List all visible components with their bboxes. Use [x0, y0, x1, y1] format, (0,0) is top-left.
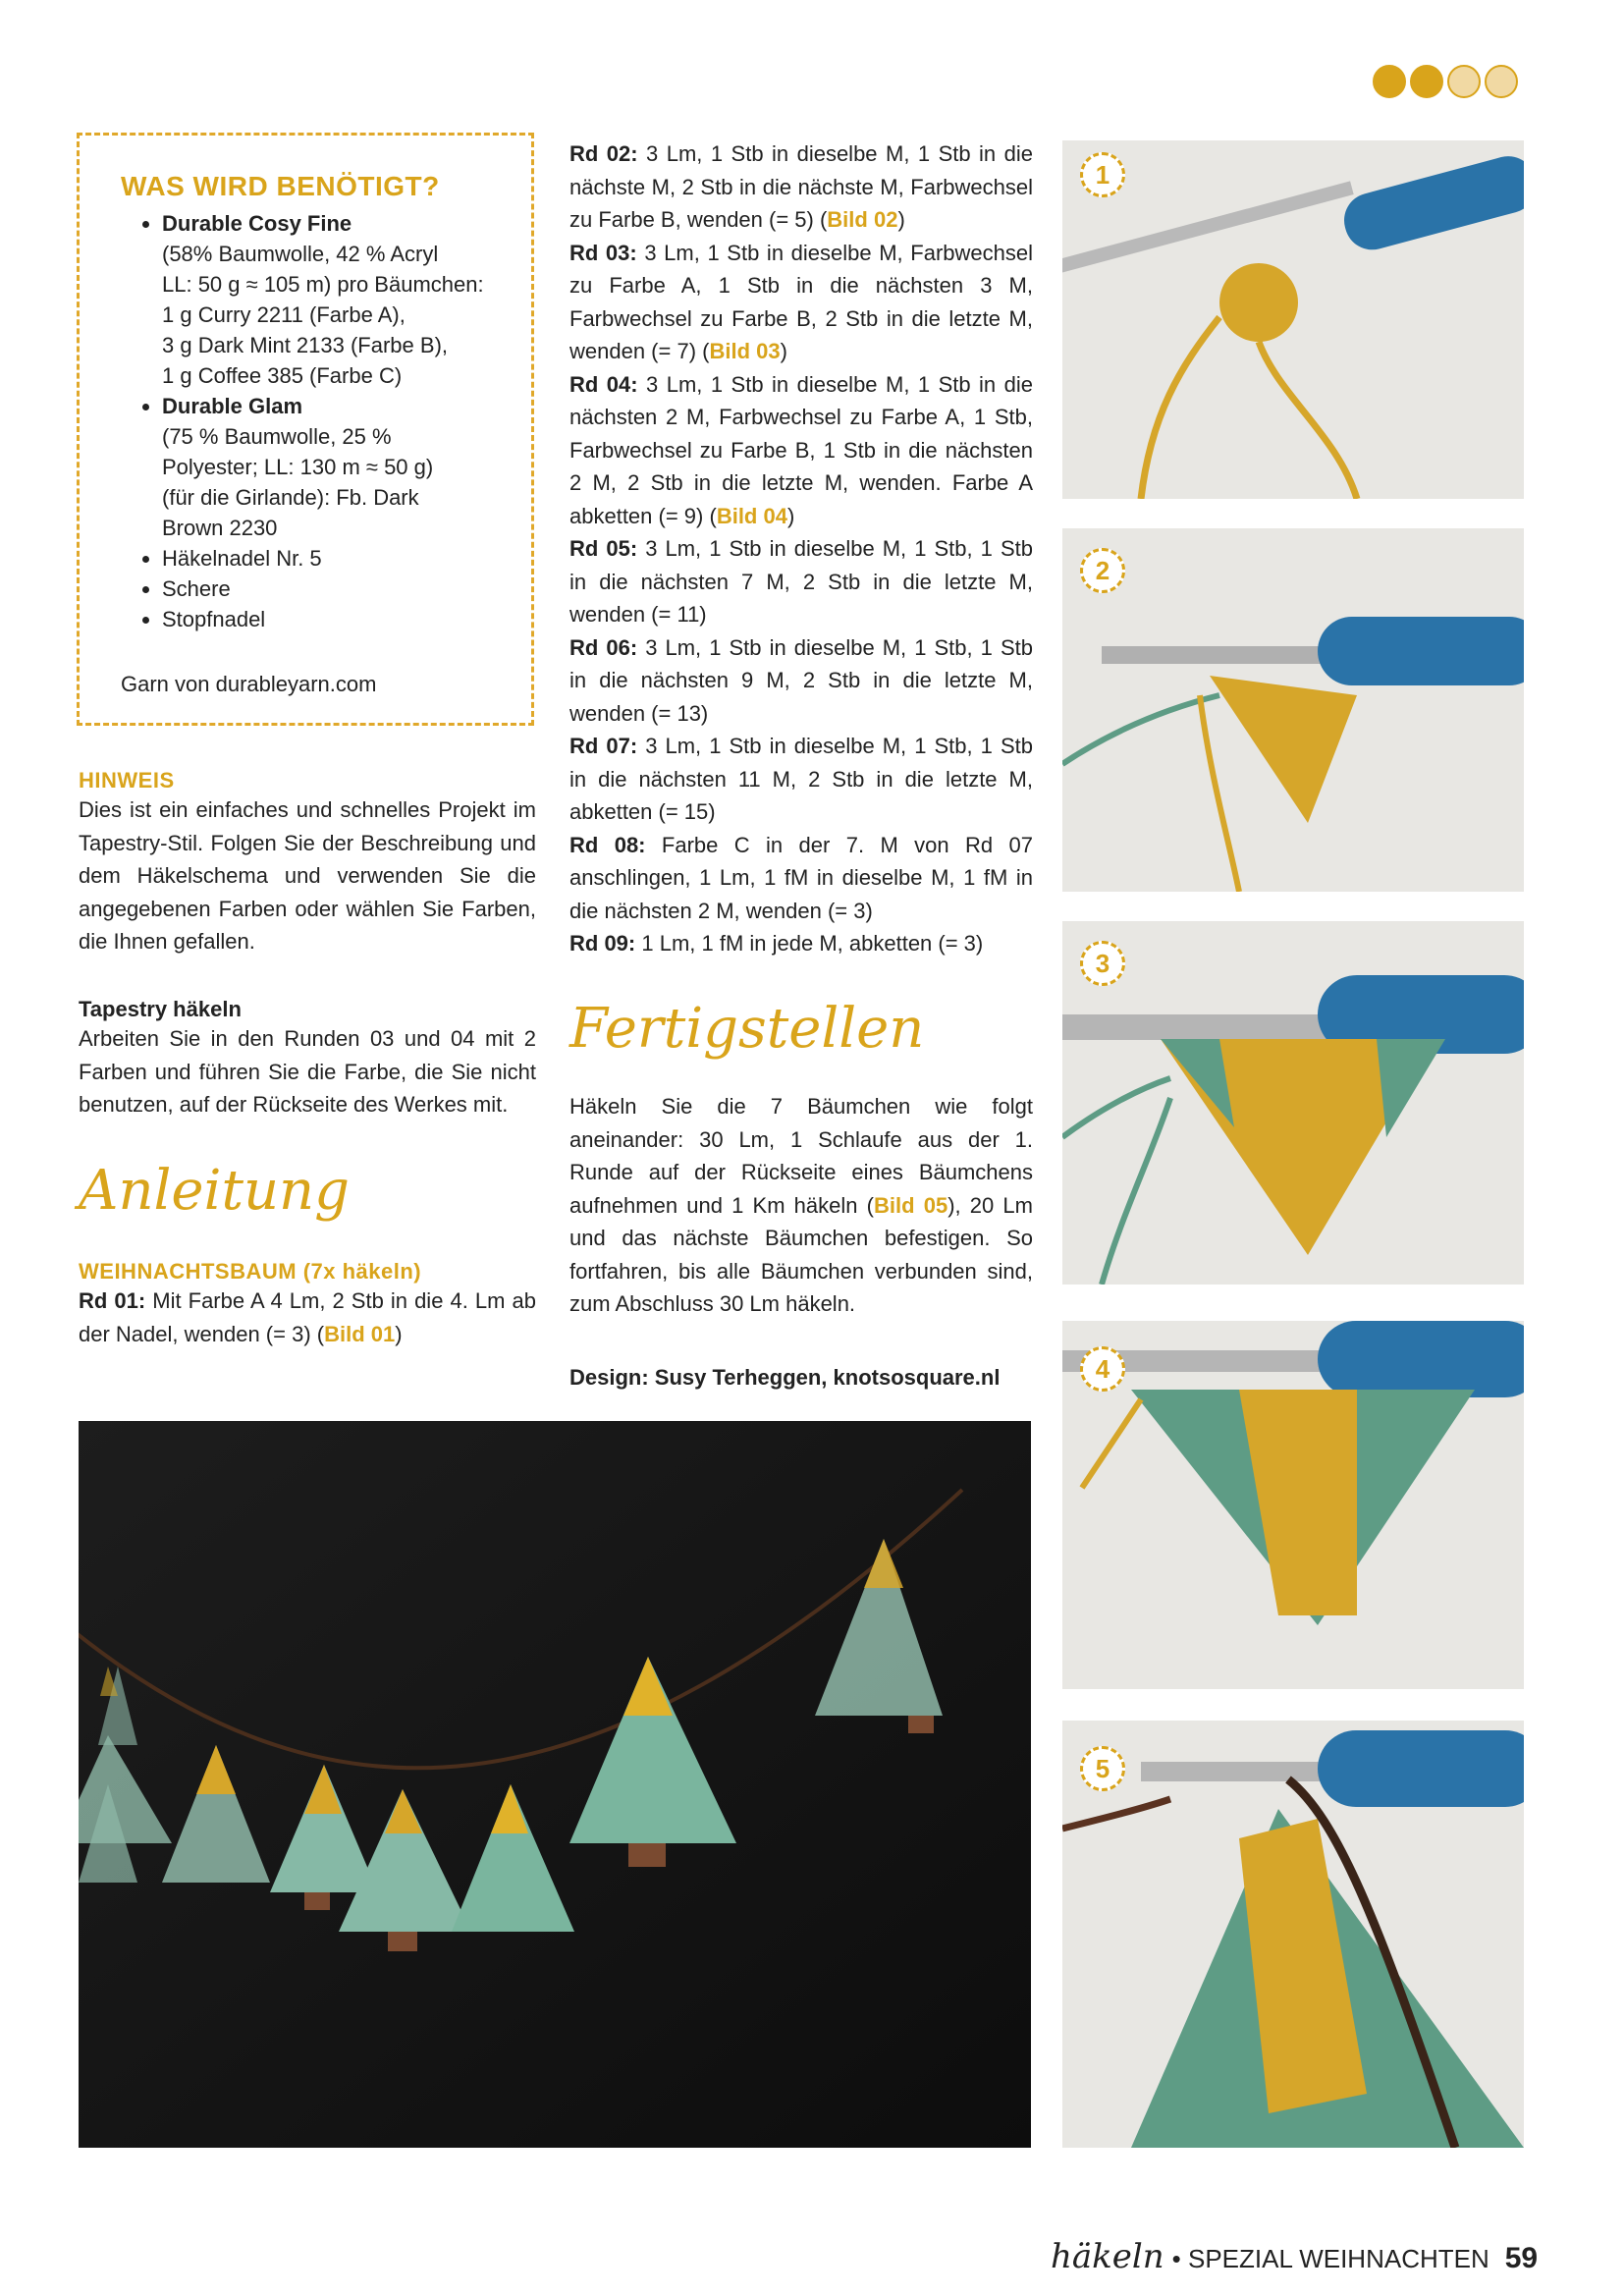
round-03: Rd 03: 3 Lm, 1 Stb in dieselbe M, Farbwechsel zu Farbe A, 1 Stb in die nächsten 3 M, Farbwechsel zu Farbe B, 2 Stb in die letzte M, wenden (= 7) (Bild 03): [569, 240, 1033, 363]
hint-section: [79, 768, 536, 958]
materials-list: [121, 208, 506, 634]
garland-photo: [79, 1421, 1031, 2148]
materials-title: WAS WIRD BENÖTIGT?: [121, 171, 440, 201]
rounds-column: [569, 137, 1033, 960]
tapestry-text: Arbeiten Sie in den Runden 03 und 04 mit 2 Farben und führen Sie die Farbe, die Sie nicht benutzen, auf der Rückseite des Werkes mit.: [79, 1026, 536, 1117]
hint-text: Dies ist ein einfaches und schnelles Projekt im Tapestry-Stil. Folgen Sie der Beschreibung und dem Häkelschema und verwenden Sie die angegebenen Farben oder wählen Sie Farben, die Ihnen gefallen.: [79, 797, 536, 954]
step-photo-4: [1062, 1321, 1524, 1689]
step-number: 1: [1080, 152, 1125, 197]
step-number: 3: [1080, 941, 1125, 986]
materials-box: [77, 133, 534, 726]
material-item: • Stopfnadel: [162, 604, 506, 634]
difficulty-ball-4: [1485, 65, 1518, 98]
footer-brand: häkeln: [1051, 2237, 1164, 2276]
material-item: • Häkelnadel Nr. 5: [162, 543, 506, 574]
step-photo-5: [1062, 1721, 1524, 2148]
page-number: 59: [1504, 2242, 1539, 2274]
difficulty-ball-1: [1373, 65, 1406, 98]
difficulty-indicator: [1373, 65, 1518, 98]
step-number: 2: [1080, 548, 1125, 593]
round-09: Rd 09: 1 Lm, 1 fM in jede M, abketten (= 3): [569, 931, 984, 956]
step-number: 4: [1080, 1346, 1125, 1392]
instructions-heading: Anleitung: [79, 1159, 350, 1223]
tapestry-section: [79, 997, 536, 1121]
page-footer: [1051, 2237, 1538, 2276]
step-photo-2: [1062, 528, 1524, 892]
footer-label: • SPEZIAL WEIHNACHTEN: [1171, 2244, 1489, 2273]
tapestry-heading: Tapestry häkeln: [79, 997, 242, 1021]
finishing-text: Häkeln Sie die 7 Bäumchen wie folgt aneinander: 30 Lm, 1 Schlaufe aus der 1. Runde auf der Rückseite eines Bäumchens aufnehmen und 1 Km häkeln (Bild 05), 20 Lm und das nächste Bäumchen befestigen. So fortfahren, bis alle Bäumchen verbunden sind, zum Abschluss 30 Lm häkeln.: [569, 1094, 1033, 1316]
step-photo-1: [1062, 140, 1524, 499]
difficulty-ball-2: [1410, 65, 1443, 98]
round-05: Rd 05: 3 Lm, 1 Stb in dieselbe M, 1 Stb, 1 Stb in die nächsten 7 M, 2 Stb in die letzte M, wenden (= 11): [569, 536, 1033, 627]
round-06: Rd 06: 3 Lm, 1 Stb in dieselbe M, 1 Stb, 1 Stb in die nächsten 9 M, 2 Stb in die letzte M, wenden (= 13): [569, 634, 1033, 726]
finishing-heading: Fertigstellen: [569, 997, 925, 1061]
round-08: Rd 08: Farbe C in der 7. M von Rd 07 anschlingen, 1 Lm, 1 fM in dieselbe M, 1 fM in die nächsten 2 M, wenden (= 3): [569, 832, 1033, 923]
yarn-source: Garn von durableyarn.com: [121, 672, 377, 696]
step-number: 5: [1080, 1746, 1125, 1791]
material-item: • Schere: [162, 574, 506, 604]
difficulty-ball-3: [1447, 65, 1481, 98]
material-item: • Durable Cosy Fine (58% Baumwolle, 42 % Acryl LL: 50 g ≈ 105 m) pro Bäumchen: 1 g Curry 2211 (Farbe A), 3 g Dark Mint 2133 (Farbe B), 1 g Coffee 385 (Farbe C): [162, 208, 506, 391]
round-02: Rd 02: 3 Lm, 1 Stb in dieselbe M, 1 Stb in die nächste M, 2 Stb in die nächste M, Farbwechsel zu Farbe B, wenden (= 5) (Bild 02): [569, 141, 1033, 232]
hint-heading: HINWEIS: [79, 768, 175, 793]
design-credit: Design: Susy Terheggen, knotsosquare.nl: [569, 1365, 1001, 1390]
round-07: Rd 07: 3 Lm, 1 Stb in dieselbe M, 1 Stb, 1 Stb in die nächsten 11 M, 2 Stb in die letzte M, abketten (= 15): [569, 734, 1033, 824]
tree-heading: WEIHNACHTSBAUM (7x häkeln): [79, 1259, 422, 1284]
round-01: Rd 01: Mit Farbe A 4 Lm, 2 Stb in die 4. Lm ab der Nadel, wenden (= 3) (Bild 01): [79, 1288, 536, 1346]
material-item: • Durable Glam (75 % Baumwolle, 25 % Polyester; LL: 130 m ≈ 50 g) (für die Girlande): Fb. Dark Brown 2230: [162, 391, 506, 543]
tree-section: [79, 1259, 536, 1350]
round-04: Rd 04: 3 Lm, 1 Stb in dieselbe M, 1 Stb in die nächsten 2 M, Farbwechsel zu Farbe A, 1 Stb, Farbwechsel zu Farbe B, 1 Stb in die nächsten 2 M, 2 Stb in die letzte M, wenden. Farbe A abketten (= 9) (Bild 04): [569, 371, 1033, 528]
step-photo-3: [1062, 921, 1524, 1285]
